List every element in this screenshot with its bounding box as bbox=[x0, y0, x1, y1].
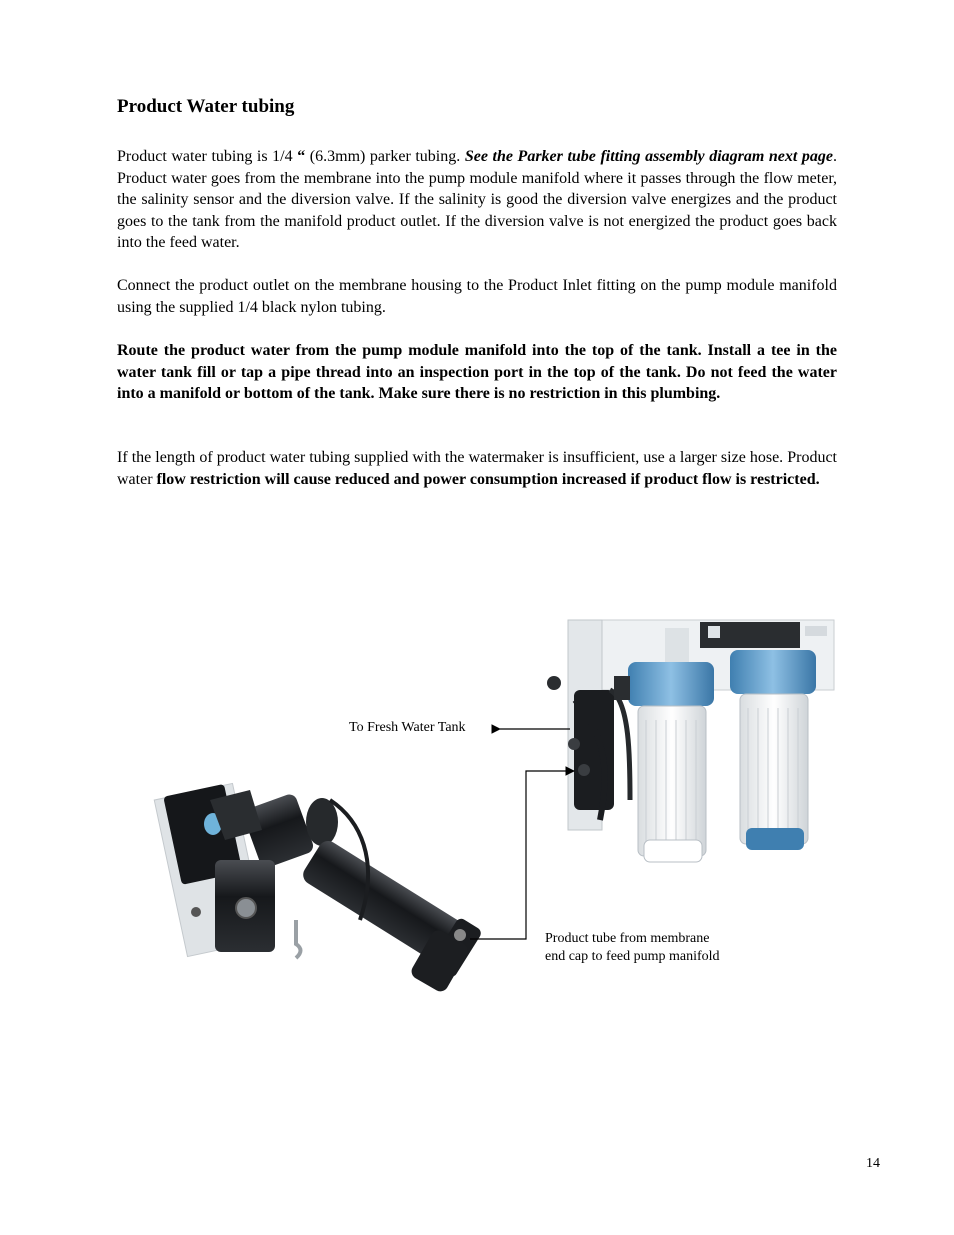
p1-quote-mark: “ bbox=[297, 148, 306, 165]
p1-text-e: . Product water goes from the membrane into the pump module manifold where it passes through the flow meter, the salinity sensor and the diversion valve. If the salinity is good the diversion valve energizes and the product goes to the tank from the manifold product outlet. If the diversion valve is not energized the product goes back into the feed water. bbox=[117, 148, 838, 252]
arrow-product-tube bbox=[470, 771, 574, 939]
page-number: 14 bbox=[866, 1156, 880, 1171]
paragraph-connect-outlet: Connect the product outlet on the membrane housing to the Product Inlet fitting on the pump module manifold using the supplied 1/4 black nylon tubing. bbox=[117, 277, 837, 316]
caption-product-tube-line2: end cap to feed pump manifold bbox=[545, 949, 720, 964]
p1-text-a: Product water tubing is 1/4 bbox=[117, 148, 298, 165]
pump-module-image bbox=[547, 620, 834, 862]
caption-fresh-water-tank: To Fresh Water Tank bbox=[349, 720, 466, 735]
paragraph-route-warning: Route the product water from the pump module manifold into the top of the tank. Install a tee in the water tank fill or tap a pipe thread into an inspection port in the top of the tank. Do not feed the water into a manifold or bottom of the tank. Make sure there is no restriction in this plumbing. bbox=[117, 342, 837, 403]
caption-product-tube-line1: Product tube from membrane bbox=[545, 931, 710, 946]
p4-restriction-warning: flow restriction will cause reduced and power consumption increased if product flow is restricted. bbox=[156, 470, 820, 488]
p1-diagram-reference: See the Parker tube fitting assembly diagram next page bbox=[464, 148, 834, 165]
caption-product-tube bbox=[545, 930, 720, 966]
section-heading: Product Water tubing bbox=[117, 96, 295, 117]
p4-text-a: If the length of product water tubing supplied with the watermaker is insufficient, use a larger size hose. Product water bbox=[117, 449, 837, 488]
p1-text-c: (6.3mm) parker tubing. bbox=[305, 148, 465, 165]
membrane-assembly-image bbox=[154, 783, 483, 994]
